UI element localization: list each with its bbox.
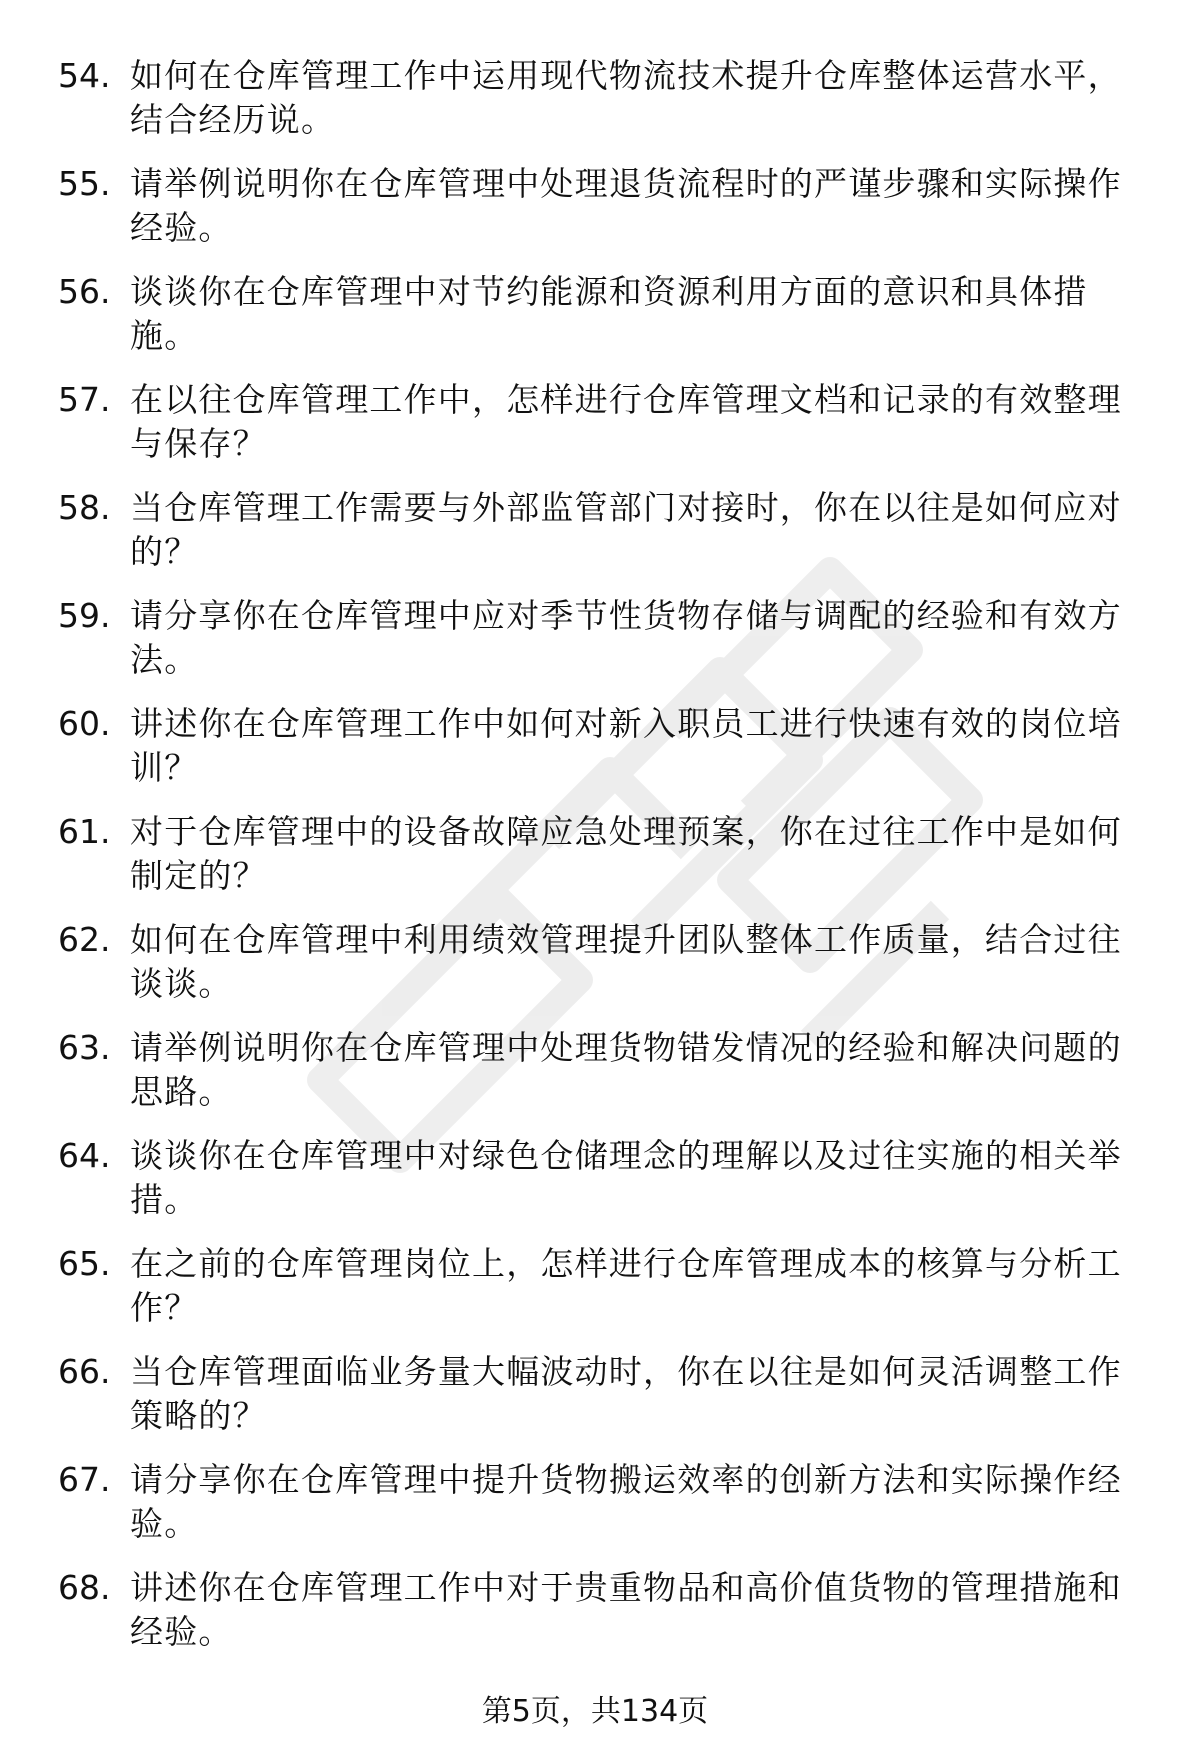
question-number: 65. (58, 1244, 111, 1283)
question-text: 谈谈你在仓库管理中对绿色仓储理念的理解以及过往实施的相关举措。 (130, 1136, 1122, 1219)
question-text: 如何在仓库管理中利用绩效管理提升团队整体工作质量，结合过往谈谈。 (130, 920, 1122, 1003)
question-number: 60. (58, 704, 111, 743)
question-number: 55. (58, 164, 111, 203)
question-number: 57. (58, 380, 111, 419)
list-item (58, 1026, 1153, 1134)
list-item (58, 378, 1153, 486)
question-text: 请分享你在仓库管理中提升货物搬运效率的创新方法和实际操作经验。 (130, 1460, 1122, 1543)
list-item (58, 918, 1153, 1026)
question-number: 56. (58, 272, 111, 311)
question-text: 在以往仓库管理工作中，怎样进行仓库管理文档和记录的有效整理与保存？ (130, 380, 1122, 463)
question-text: 当仓库管理工作需要与外部监管部门对接时，你在以往是如何应对的？ (130, 488, 1122, 571)
question-number: 64. (58, 1136, 111, 1175)
question-text: 请举例说明你在仓库管理中处理退货流程时的严谨步骤和实际操作经验。 (130, 164, 1122, 247)
question-number: 61. (58, 812, 111, 851)
question-number: 68. (58, 1568, 111, 1607)
list-item (58, 162, 1153, 270)
question-text: 请分享你在仓库管理中应对季节性货物存储与调配的经验和有效方法。 (130, 596, 1122, 679)
page-footer: 第5页，共134页 (481, 1694, 709, 1729)
question-text: 谈谈你在仓库管理中对节约能源和资源利用方面的意识和具体措施。 (130, 272, 1088, 355)
question-text: 如何在仓库管理工作中运用现代物流技术提升仓库整体运营水平，结合经历说。 (130, 56, 1122, 139)
list-item (58, 594, 1153, 702)
question-number: 59. (58, 596, 111, 635)
list-item (58, 270, 1153, 378)
list-item (58, 486, 1153, 594)
list-item (58, 1566, 1153, 1674)
question-number: 67. (58, 1460, 111, 1499)
list-item (58, 1350, 1153, 1458)
list-item (58, 54, 1153, 162)
question-text: 当仓库管理面临业务量大幅波动时，你在以往是如何灵活调整工作策略的？ (130, 1352, 1122, 1435)
question-text: 讲述你在仓库管理工作中如何对新入职员工进行快速有效的岗位培训？ (130, 704, 1122, 787)
question-number: 66. (58, 1352, 111, 1391)
question-number: 62. (58, 920, 111, 959)
question-number: 58. (58, 488, 111, 527)
question-number: 54. (58, 56, 111, 95)
question-text: 在之前的仓库管理岗位上，怎样进行仓库管理成本的核算与分析工作？ (130, 1244, 1122, 1327)
question-list (58, 54, 1153, 1674)
list-item (58, 1242, 1153, 1350)
list-item (58, 702, 1153, 810)
list-item (58, 810, 1153, 918)
question-text: 请举例说明你在仓库管理中处理货物错发情况的经验和解决问题的思路。 (130, 1028, 1122, 1111)
list-item (58, 1458, 1153, 1566)
question-number: 63. (58, 1028, 111, 1067)
list-item (58, 1134, 1153, 1242)
question-text: 对于仓库管理中的设备故障应急处理预案，你在过往工作中是如何制定的？ (130, 812, 1122, 895)
question-text: 讲述你在仓库管理工作中对于贵重物品和高价值货物的管理措施和经验。 (130, 1568, 1122, 1651)
